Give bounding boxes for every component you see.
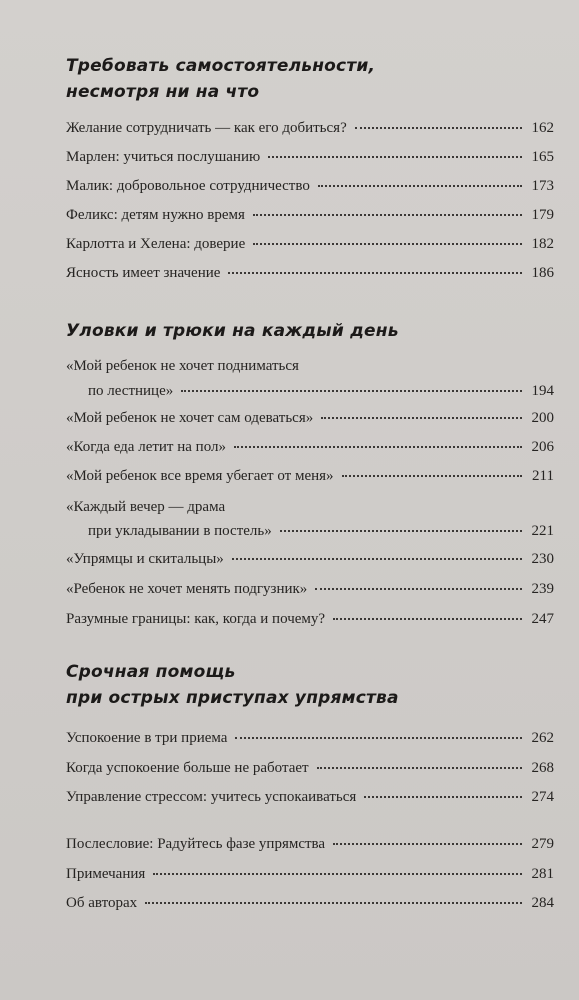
toc-entry-title: «Мой ребенок все время убегает от меня» bbox=[66, 468, 334, 484]
toc-entry bbox=[66, 356, 554, 401]
toc-entry-title: «Ребенок не хочет менять подгузник» bbox=[66, 581, 308, 597]
toc-entry-title: «Упрямцы и скитальцы» bbox=[66, 551, 224, 567]
toc-page-number: 173 bbox=[531, 178, 554, 194]
toc-entry bbox=[66, 787, 554, 807]
toc-entry bbox=[66, 758, 554, 778]
toc-entry bbox=[66, 263, 554, 283]
dot-leader bbox=[342, 475, 522, 477]
dot-leader bbox=[280, 530, 522, 532]
dot-leader bbox=[145, 902, 522, 904]
toc-page-number: 262 bbox=[531, 730, 554, 746]
dot-leader bbox=[181, 390, 522, 392]
dot-leader bbox=[228, 272, 522, 274]
toc-page-number: 206 bbox=[531, 439, 554, 455]
toc-entry-title: «Мой ребенок не хочет подниматься bbox=[66, 358, 299, 374]
dot-leader bbox=[253, 243, 522, 245]
toc-page-number: 279 bbox=[531, 836, 554, 852]
dot-leader bbox=[232, 558, 522, 560]
toc-entry-title: Феликс: детям нужно время bbox=[66, 207, 245, 223]
toc-page-number: 247 bbox=[531, 611, 554, 627]
toc-page-number: 221 bbox=[531, 523, 554, 539]
toc-page-number: 230 bbox=[531, 551, 554, 567]
toc-entry-title: Управление стрессом: учитесь успокаиваться bbox=[66, 789, 357, 805]
toc-entry-title-continued: при укладывании в постель» bbox=[88, 523, 272, 539]
toc-page-number: 165 bbox=[531, 149, 554, 165]
toc-entry bbox=[66, 408, 554, 428]
toc-entry bbox=[66, 118, 554, 138]
toc-entry-title: «Каждый вечер — драма bbox=[66, 499, 226, 515]
toc-page-number: 268 bbox=[531, 760, 554, 776]
toc-page-number: 284 bbox=[531, 895, 554, 911]
toc-entry bbox=[66, 549, 554, 569]
toc-page-number: 194 bbox=[531, 383, 554, 399]
dot-leader bbox=[355, 127, 522, 129]
toc-entry-title: «Когда еда летит на пол» bbox=[66, 439, 226, 455]
toc-entry bbox=[66, 893, 554, 913]
toc-entry bbox=[66, 864, 554, 884]
toc-page-number: 239 bbox=[531, 581, 554, 597]
toc-entry bbox=[66, 466, 554, 486]
toc-entry-title: Успокоение в три приема bbox=[66, 730, 228, 746]
dot-leader bbox=[333, 843, 522, 845]
dot-leader bbox=[268, 156, 522, 158]
section-title-line: Уловки и трюки на каждый день bbox=[66, 321, 399, 341]
toc-page-number: 186 bbox=[531, 265, 554, 281]
toc-entry bbox=[66, 728, 554, 748]
toc-page-number: 162 bbox=[531, 120, 554, 136]
toc-entry-title: Разумные границы: как, когда и почему? bbox=[66, 611, 326, 627]
dot-leader bbox=[364, 796, 522, 798]
section-title bbox=[66, 318, 399, 344]
section-title bbox=[66, 659, 399, 711]
toc-entry bbox=[66, 497, 554, 541]
toc-page-number: 182 bbox=[531, 236, 554, 252]
toc-entry bbox=[66, 234, 554, 254]
toc-page-number: 281 bbox=[531, 866, 554, 882]
toc-entry bbox=[66, 176, 554, 196]
toc-page-number: 200 bbox=[531, 410, 554, 426]
toc-entry bbox=[66, 205, 554, 225]
toc-entry-title: Ясность имеет значение bbox=[66, 265, 221, 281]
toc-entry bbox=[66, 147, 554, 167]
section-title-line: Срочная помощь bbox=[66, 662, 236, 682]
toc-entry-title: Когда успокоение больше не работает bbox=[66, 760, 309, 776]
toc-entry bbox=[66, 579, 554, 599]
section-title-line: Требовать самостоятельности, bbox=[66, 56, 376, 76]
dot-leader bbox=[333, 618, 522, 620]
dot-leader bbox=[318, 185, 522, 187]
toc-entry-title: Марлен: учиться послушанию bbox=[66, 149, 261, 165]
section-title bbox=[66, 53, 375, 105]
toc-page-number: 211 bbox=[532, 468, 554, 484]
toc-entry-title: Послесловие: Радуйтесь фазе упрямства bbox=[66, 836, 326, 852]
toc-entry-title-continued: по лестнице» bbox=[88, 383, 174, 399]
section-title-line: при острых приступах упрямства bbox=[66, 688, 399, 708]
dot-leader bbox=[317, 767, 522, 769]
toc-entry bbox=[66, 437, 554, 457]
dot-leader bbox=[234, 446, 522, 448]
toc-entry-title: Карлотта и Хелена: доверие bbox=[66, 236, 246, 252]
toc-entry bbox=[66, 834, 554, 854]
dot-leader bbox=[235, 737, 522, 739]
toc-entry-title: Примечания bbox=[66, 866, 146, 882]
toc-entry-title: Об авторах bbox=[66, 895, 138, 911]
dot-leader bbox=[315, 588, 522, 590]
section-title-line: несмотря ни на что bbox=[66, 82, 260, 102]
dot-leader bbox=[253, 214, 522, 216]
toc-entry-title: Малик: добровольное сотрудничество bbox=[66, 178, 310, 194]
toc-page-number: 274 bbox=[531, 789, 554, 805]
toc-entry-title: Желание сотрудничать — как его добиться? bbox=[66, 120, 347, 136]
toc-page-number: 179 bbox=[531, 207, 554, 223]
toc-entry-title: «Мой ребенок не хочет сам одеваться» bbox=[66, 410, 314, 426]
dot-leader bbox=[321, 417, 522, 419]
toc-entry bbox=[66, 609, 554, 629]
dot-leader bbox=[153, 873, 522, 875]
